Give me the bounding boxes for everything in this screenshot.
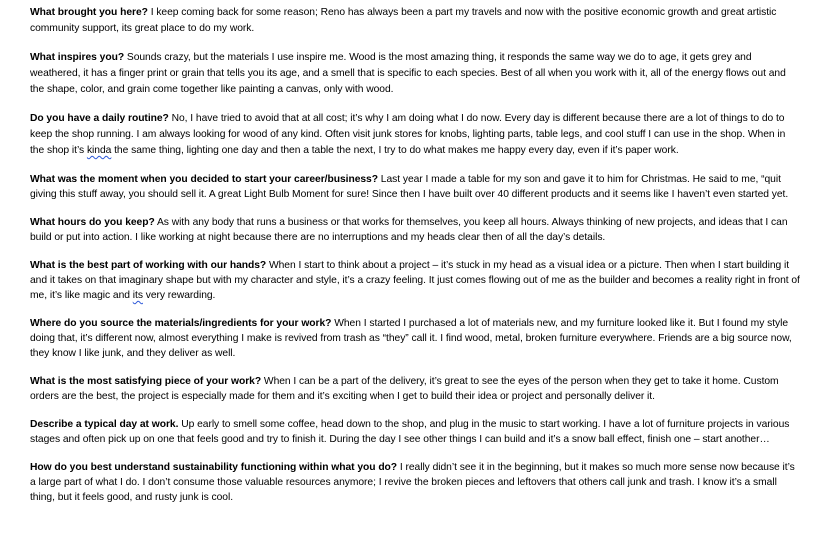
qa-best-part [30,258,802,303]
answer-text: When I start to think about a project – it’s stuck in my head as a visual idea or a picture. Then when I start building it and it takes on that imaginary shape but with my character and style, it’s a crazy feeling. It just comes flowing out of me as the builder and becomes a reality right in front of me, it’s like magic and [30,260,800,301]
answer-text: Up early to smell some coffee, head down to the shop, and plug in the music to start working. I have a lot of furniture projects in various stages and often pick up on one that feels good and try to finish it. During the day I see other things I can build and it’s a snow ball effect, finish one – start another… [30,419,790,445]
answer-text: As with any body that runs a business or that works for themselves, you keep all hours. Always thinking of new projects, and ideas that I can build or put into action. I like working at night because there are no interruptions and my heads clear then of all the day’s details. [30,217,788,243]
question-text: Do you have a daily routine? [30,113,169,124]
question-text: Describe a typical day at work. [30,419,179,430]
answer-text: very rewarding. [142,290,216,301]
spellcheck-flagged-word[interactable]: kinda [86,145,112,156]
answer-text: the same thing, lighting one day and then a table the next, I try to do what makes me happy every day, even if it’s paper work. [111,145,679,156]
qa-typical-day [30,417,802,447]
question-text: Where do you source the materials/ingredients for your work? [30,318,332,329]
qa-most-satisfying [30,374,802,404]
answer-text: No, I have tried to avoid that at all cost; it’s why I am doing what I do now. Every day is different because there are a lot of things to do to keep the shop running. I am always looking for wood of any kind. Often visit junk stores for knobs, lighting parts, table legs, and cool stuff I can use in the shop. When in the shop it’s [30,113,786,156]
qa-daily-routine [30,111,802,159]
question-text: What was the moment when you decided to start your career/business? [30,174,378,185]
qa-what-inspires-you [30,50,802,98]
spellcheck-flagged-word[interactable]: its [132,290,143,301]
question-text: What is the best part of working with our hands? [30,260,267,271]
qa-sustainability [30,460,802,505]
answer-text: I really didn’t see it in the beginning, but it makes so much more sense now because it’s a large part of what I do. I don’t consume those valuable resources anymore; I revive the broken pieces and leftovers that others call junk and trash. I know it’s a small thing, but it feels good, and rusty junk is cool. [30,462,795,503]
qa-what-brought-you-here [30,5,802,37]
question-text: What is the most satisfying piece of your work? [30,376,262,387]
document-page [30,5,802,518]
qa-hours [30,215,802,245]
question-text: What hours do you keep? [30,217,155,228]
question-text: What inspires you? [30,52,125,63]
question-text: What brought you here? [30,7,148,18]
answer-text: When I can be a part of the delivery, it’s great to see the eyes of the person when they get to take it home. Custom orders are the best, the project is especially made for them and it’s exciting when I get to build their idea or project and personally deliver it. [30,376,779,402]
answer-text: Sounds crazy, but the materials I use inspire me. Wood is the most amazing thing, it responds the same way we do to age, it gets grey and weathered, it has a finger print or grain that tells you its age, and a smell that is specific to each species. Best of all when you work with it, all of the energy flows out and the shape, color, and grain come together like painting a canvas, only with wood. [30,52,786,95]
qa-source-materials [30,316,802,361]
qa-career-moment [30,172,802,202]
answer-text: I keep coming back for some reason; Reno has always been a part my travels and now with the positive economic growth and great artistic community support, its great place to do my work. [30,7,777,34]
question-text: How do you best understand sustainability functioning within what you do? [30,462,398,473]
answer-text: Last year I made a table for my son and gave it to him for Christmas. He said to me, “quit giving this stuff away, you should sell it. A great Light Bulb Moment for sure! Since then I have built over 40 different products and it seems like I haven’t even started yet. [30,174,789,200]
answer-text: When I started I purchased a lot of materials new, and my furniture looked like it. But I found my style doing that, it’s different now, almost everything I make is revived from trash as “they” call it. I find wood, metal, broken furniture everywhere. Friends are a big source now, they know I like junk, and they deliver as well. [30,318,792,359]
